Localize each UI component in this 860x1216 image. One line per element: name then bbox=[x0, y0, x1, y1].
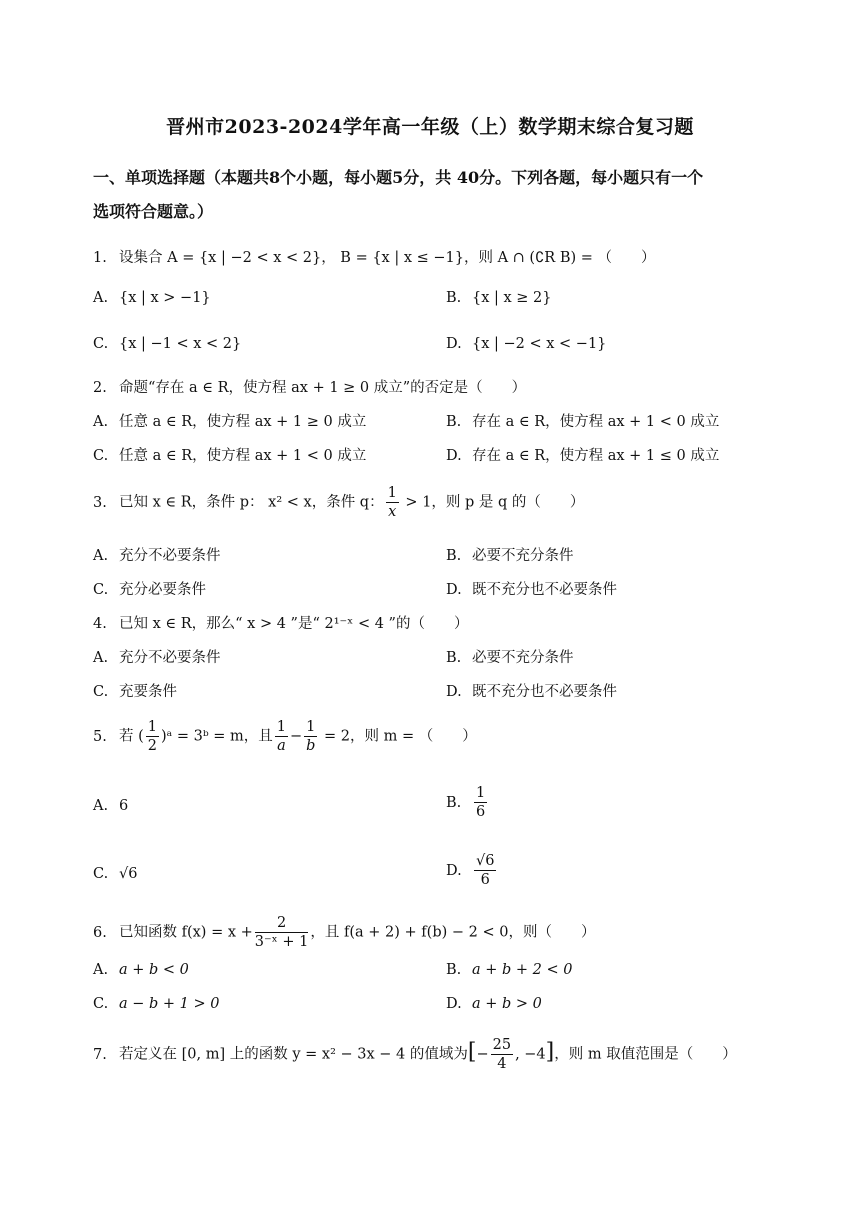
option-2a: A. 任意 a ∈ R，使方程 ax + 1 ≥ 0 成立 bbox=[93, 414, 367, 430]
section-heading-line2: 选项符合题意。） bbox=[93, 202, 214, 221]
question-4: 4. 已知 x ∈ R，那么“ x > 4 ”是“ 2¹⁻ˣ < 4 ”的（ ） bbox=[93, 616, 469, 632]
option-3a: A. 充分不必要条件 bbox=[93, 548, 221, 564]
option-2d: D. 存在 a ∈ R，使方程 ax + 1 ≤ 0 成立 bbox=[446, 448, 720, 464]
fraction: $\frac{1}{x}$ bbox=[387, 485, 397, 520]
option-1b: B. {x | x ≥ 2} bbox=[446, 290, 552, 306]
option-6a: A. a + b < 0 bbox=[93, 962, 189, 978]
option-4b: B. 必要不充分条件 bbox=[446, 650, 574, 666]
option-6d: D. a + b > 0 bbox=[446, 996, 542, 1012]
question-3: 3. 已知 x ∈ R，条件 p： x² < x，条件 q： $\frac{1}{x}$ > 1，则 p 是 q 的（ ） bbox=[93, 485, 585, 520]
section-heading-line1: 一、单项选择题（本题共8个小题，每小题5分，共 40分。下列各题，每小题只有一个 bbox=[93, 168, 704, 187]
option-5c: C. √6 bbox=[93, 866, 138, 882]
option-5a: A. 6 bbox=[93, 798, 129, 814]
option-5d: D. $\frac{√6}{6}$ bbox=[446, 853, 495, 888]
question-text: 命题“存在 a ∈ R，使方程 ax + 1 ≥ 0 成立”的否定是（ ） bbox=[119, 380, 527, 396]
option-6b: B. a + b + 2 < 0 bbox=[446, 962, 573, 978]
option-5b: B. $\frac{1}{6}$ bbox=[446, 785, 486, 820]
option-3d: D. 既不充分也不必要条件 bbox=[446, 582, 617, 598]
option-6c: C. a − b + 1 > 0 bbox=[93, 996, 220, 1012]
question-text: 已知 x ∈ R，那么“ x > 4 ”是“ 2¹⁻ˣ < 4 ”的（ ） bbox=[119, 616, 469, 632]
option-1a: A. {x | x > −1} bbox=[93, 290, 211, 306]
option-4c: C. 充要条件 bbox=[93, 684, 177, 700]
option-1c: C. {x | −1 < x < 2} bbox=[93, 336, 242, 352]
option-4a: A. 充分不必要条件 bbox=[93, 650, 221, 666]
question-number: 1. bbox=[93, 250, 107, 266]
question-7: 7. 若定义在 [0, m] 上的函数 y = x² − 3x − 4 的值域为[− $\frac{25}{4}$ , −4]，则 m 取值范围是（ ） bbox=[93, 1037, 737, 1072]
question-2: 2. 命题“存在 a ∈ R，使方程 ax + 1 ≥ 0 成立”的否定是（ ） bbox=[93, 380, 527, 396]
question-6: 6. 已知函数 f(x) = x + $\frac{2}{\text{3⁻ˣ + 1}}$ ，且 f(a + 2) + f(b) − 2 < 0，则（ ） bbox=[93, 915, 596, 950]
page-title: 晋州市2023-2024学年高一年级（上）数学期末综合复习题 bbox=[166, 116, 694, 138]
option-4d: D. 既不充分也不必要条件 bbox=[446, 684, 617, 700]
option-2b: B. 存在 a ∈ R，使方程 ax + 1 < 0 成立 bbox=[446, 414, 720, 430]
question-text: 设集合 A = {x | −2 < x < 2}， B = {x | x ≤ −1}，则 A ∩ (∁R B) = （ ） bbox=[119, 250, 656, 266]
option-1d: D. {x | −2 < x < −1} bbox=[446, 336, 607, 352]
option-3c: C. 充分必要条件 bbox=[93, 582, 206, 598]
option-3b: B. 必要不充分条件 bbox=[446, 548, 574, 564]
question-5: 5. 若 ( $\frac{1}{2}$ )ᵃ = 3ᵇ = m，且 $\frac{1}{a}$ − $\frac{1}{b}$ = 2，则 m = （ ） bbox=[93, 719, 477, 754]
question-1 bbox=[93, 246, 656, 267]
option-2c: C. 任意 a ∈ R，使方程 ax + 1 < 0 成立 bbox=[93, 448, 367, 464]
